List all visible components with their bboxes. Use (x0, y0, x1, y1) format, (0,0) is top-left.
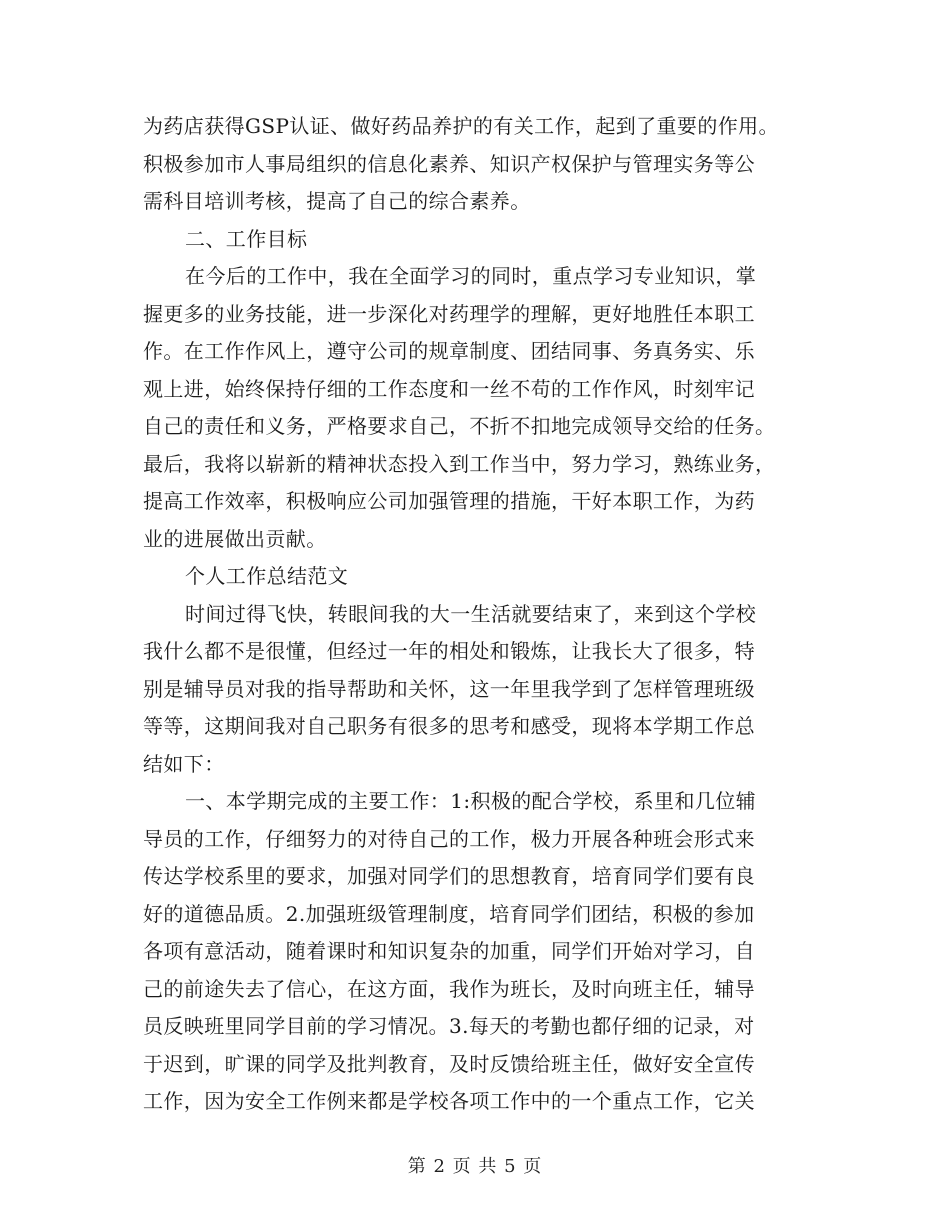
text-line: 时间过得飞快，转眼间我的大一生活就要结束了，来到这个学校 (185, 601, 757, 626)
text-line: 于迟到，旷课的同学及批判教育，及时反馈给班主任，做好安全宣传 (143, 1051, 755, 1076)
text-line: 观上进，始终保持仔细的工作态度和一丝不苟的工作作风，时刻牢记 (143, 376, 755, 401)
text-line: 提高工作效率，积极响应公司加强管理的措施，干好本职工作，为药 (143, 489, 755, 513)
text-line: 需科目培训考核，提高了自己的综合素养。 (143, 189, 531, 213)
text-line: 业的进展做出贡献。 (143, 526, 327, 551)
text-line: 导员的工作，仔细努力的对待自己的工作，极力开展各种班会形式来 (143, 826, 755, 851)
text-line: 一、本学期完成的主要工作：1:积极的配合学校，系里和几位辅 (185, 789, 757, 813)
text-line: 各项有意活动，随着课时和知识复杂的加重，同学们开始对学习，自 (143, 939, 755, 963)
text-line: 别是辅导员对我的指导帮助和关怀，这一年里我学到了怎样管理班级 (143, 676, 755, 701)
text-line: 我什么都不是很懂，但经过一年的相处和锻炼，让我长大了很多，特 (143, 639, 755, 663)
text-line: 作。在工作作风上，遵守公司的规章制度、团结同事、务真务实、乐 (143, 339, 755, 363)
text-line: 员反映班里同学目前的学习情况。3.每天的考勤也都仔细的记录，对 (143, 1014, 755, 1038)
text-line: 工作，因为安全工作例来都是学校各项工作中的一个重点工作，它关 (143, 1089, 755, 1113)
page-number-footer: 第 2 页 共 5 页 (407, 1156, 543, 1177)
text-line: 最后，我将以崭新的精神状态投入到工作当中，努力学习，熟练业务， (143, 451, 776, 476)
text-line: 自己的责任和义务，严格要求自己，不折不扣地完成领导交给的任务。 (143, 414, 776, 438)
text-line: 积极参加市人事局组织的信息化素养、知识产权保护与管理实务等公 (143, 151, 755, 176)
text-line: 结如下： (143, 751, 225, 776)
text-line: 己的前途失去了信心，在这方面，我作为班长，及时向班主任，辅导 (143, 976, 755, 1001)
text-line: 在今后的工作中，我在全面学习的同时，重点学习专业知识，掌 (185, 264, 757, 288)
text-line: 传达学校系里的要求，加强对同学们的思想教育，培育同学们要有良 (143, 864, 755, 888)
text-line: 握更多的业务技能，进一步深化对药理学的理解，更好地胜任本职工 (143, 301, 755, 326)
text-line: 为药店获得GSP认证、做好药品养护的有关工作，起到了重要的作用。 (143, 114, 779, 138)
text-line: 二、工作目标 (185, 226, 308, 251)
text-line: 好的道德品质。2.加强班级管理制度，培育同学们团结，积极的参加 (143, 901, 755, 926)
document-body (143, 108, 807, 1121)
text-line: 个人工作总结范文 (185, 564, 349, 588)
text-line: 等等，这期间我对自己职务有很多的思考和感受，现将本学期工作总 (143, 714, 755, 738)
